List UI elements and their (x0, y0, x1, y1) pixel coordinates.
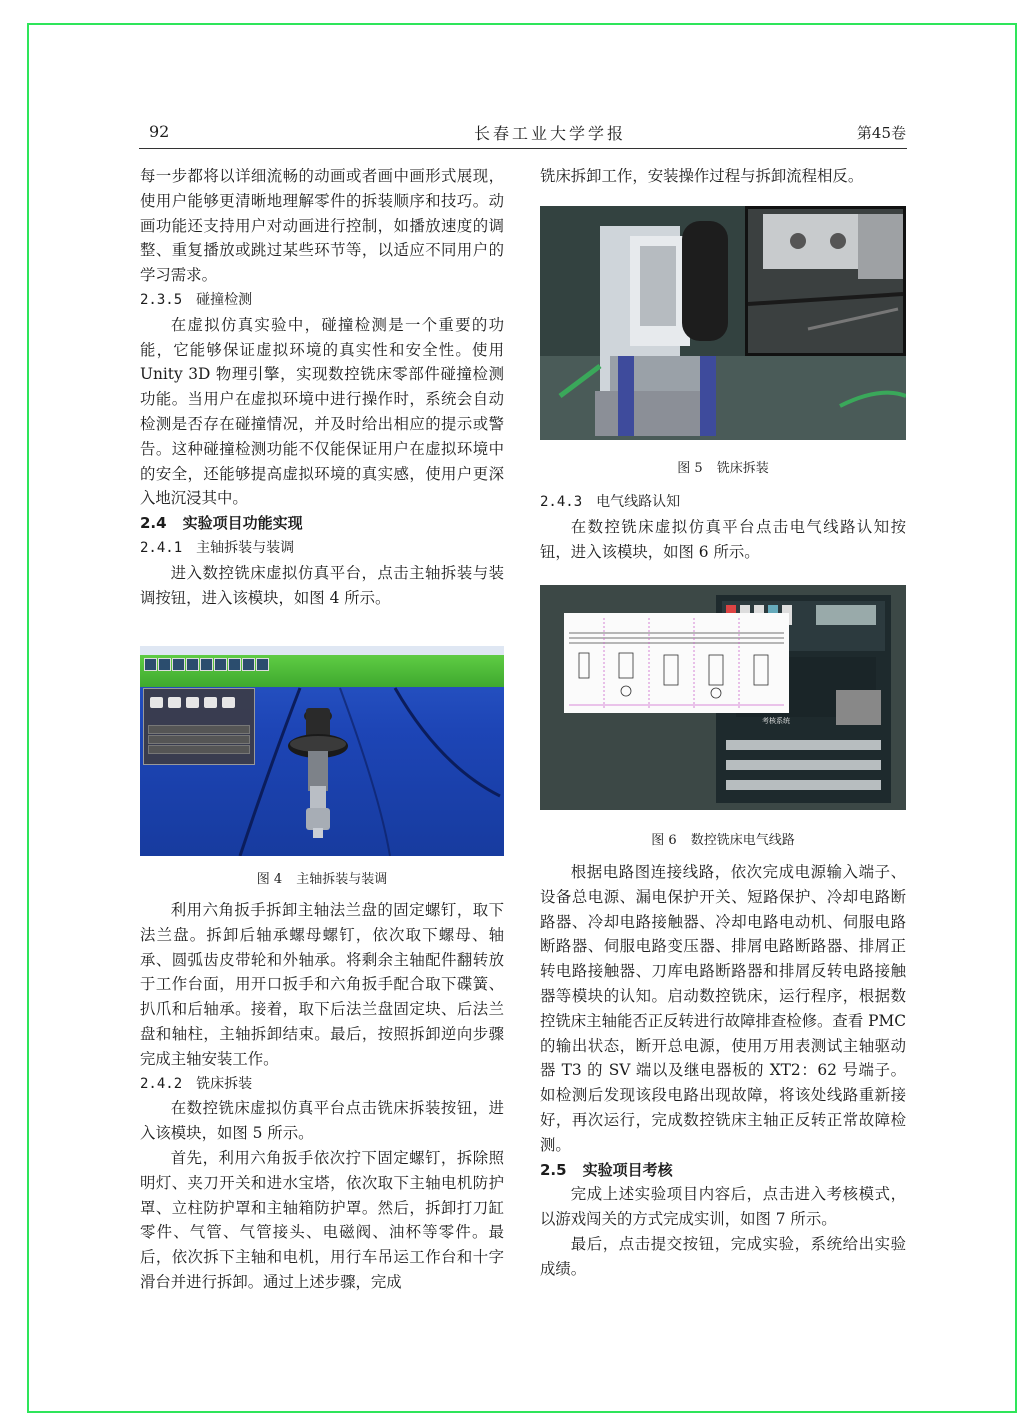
page-number: 92 (149, 122, 170, 141)
paragraph: 在数控铣床虚拟仿真平台点击电气线路认知按钮，进入该模块，如图 6 所示。 (540, 517, 906, 561)
left-column-top (140, 164, 504, 610)
left-column-bottom (140, 898, 504, 1295)
figure-5-caption: 图 5 铣床拆装 (677, 461, 769, 476)
section-heading-2-4-2: 2.4.2 铣床拆装 (140, 1075, 253, 1092)
paragraph: 每一步都将以详细流畅的动画或者画中画形式展现，使用户能够更清晰地理解零件的拆装顺序和技巧。动画功能还支持用户对动画进行控制，如播放速度的调整、重复播放或跳过某些环节等，以适应不同用户的学习需求。 (140, 167, 504, 285)
section-heading-2-4-3: 2.4.3 电气线路认知 (540, 494, 681, 510)
paragraph: 根据电路图连接线路，依次完成电源输入端子、设备总电源、漏电保护开关、短路保护、冷却电路断路器、冷却电路接触器、冷却电路电动机、伺服电路断路器、伺服电路变压器、排屑电路断路器、排屑正转电路接触器、刀库电路断路器和排屑反转电路接触器等模块的认知。启动数控铣床，运行程序，根据数控铣床主轴能否正反转进行故障排查检修。查看 PMC 的输出状态，断开总电源，使用万用表测试主轴驱动器 T3 的 SV 端以及继电器板的 XT2：62 号端子。如检测后发现该段电路出现故障，将该处线路重新接好，再次运行，完成数控铣床主轴正反转正常故障检测。 (540, 863, 906, 1154)
section-heading-2-3-5: 2.3.5 碰撞检测 (140, 291, 253, 308)
paragraph: 完成上述实验项目内容后，点击进入考核模式，以游戏闯关的方式完成实训，如图 7 所示。 (540, 1185, 906, 1229)
paragraph: 铣床拆卸工作，安装操作过程与拆卸流程相反。 (540, 167, 864, 185)
header-rule (139, 148, 907, 149)
figure-4-caption: 图 4 主轴拆装与装调 (256, 872, 388, 887)
figure-6-electrical-wiring (540, 585, 906, 810)
section-heading-2-5: 2.5 实验项目考核 (540, 1160, 673, 1179)
paragraph: 首先，利用六角扳手依次拧下固定螺钉，拆除照明灯、夹刀开关和进水宝塔，依次取下主轴电机防护罩、立柱防护罩和主轴箱防护罩。然后，拆卸打刀缸零件、气管、气管接头、电磁阀、油杯等零件。最后，依次拆下主轴和电机，用行车吊运工作台和十字滑台并进行拆卸。通过上述步骤，完成 (140, 1148, 504, 1291)
paragraph: 在虚拟仿真实验中，碰撞检测是一个重要的功能，它能够保证虚拟环境的真实性和安全性。使用 Unity 3D 物理引擎，实现数控铣床零部件碰撞检测功能。当用户在虚拟环境中进行操作时，系统会自动检测是否存在碰撞情况，并及时给出相应的提示或警告。这种碰撞检测功能不仅能保证用户在虚拟环境中的安全，还能够提高虚拟环境的真实感，使用户更深入地沉浸其中。 (140, 315, 504, 508)
section-heading-2-4: 2.4 实验项目功能实现 (140, 514, 303, 533)
paragraph: 进入数控铣床虚拟仿真平台，点击主轴拆装与装调按钮，进入该模块，如图 4 所示。 (140, 563, 504, 607)
right-column-bottom (540, 860, 906, 1282)
paragraph: 利用六角扳手拆卸主轴法兰盘的固定螺钉，取下法兰盘。拆卸后轴承螺母螺钉，依次取下螺母、轴承、圆弧齿皮带轮和外轴承。将剩余主轴配件翻转放于工作台面，用开口扳手和六角扳手配合取下碟簧、扒爪和后轴承。接着，取下后法兰盘固定块、后法兰盘和轴柱，主轴拆卸结束。最后，按照拆卸逆向步骤完成主轴安装工作。 (140, 901, 504, 1068)
figure-5-milling-machine-render (540, 206, 906, 440)
right-column-middle (540, 490, 906, 564)
journal-title: 长春工业大学学报 (473, 124, 626, 143)
paragraph: 在数控铣床虚拟仿真平台点击铣床拆装按钮，进入该模块，如图 5 所示。 (140, 1099, 504, 1143)
paragraph: 最后，点击提交按钮，完成实验，系统给出实验成绩。 (540, 1234, 906, 1278)
section-heading-2-4-1: 2.4.1 主轴拆装与装调 (140, 539, 295, 556)
figure-4-spindle-simulation (140, 646, 504, 856)
right-column-top (540, 164, 906, 189)
figure-6-caption: 图 6 数控铣床电气线路 (651, 833, 795, 848)
assessment-system-label: 考核系统 (762, 717, 790, 725)
volume-label: 第45卷 (856, 124, 906, 142)
circuit-schematic (564, 613, 789, 713)
floor-and-spindle-render (140, 646, 504, 856)
figure-5-inset-detail (745, 206, 906, 356)
